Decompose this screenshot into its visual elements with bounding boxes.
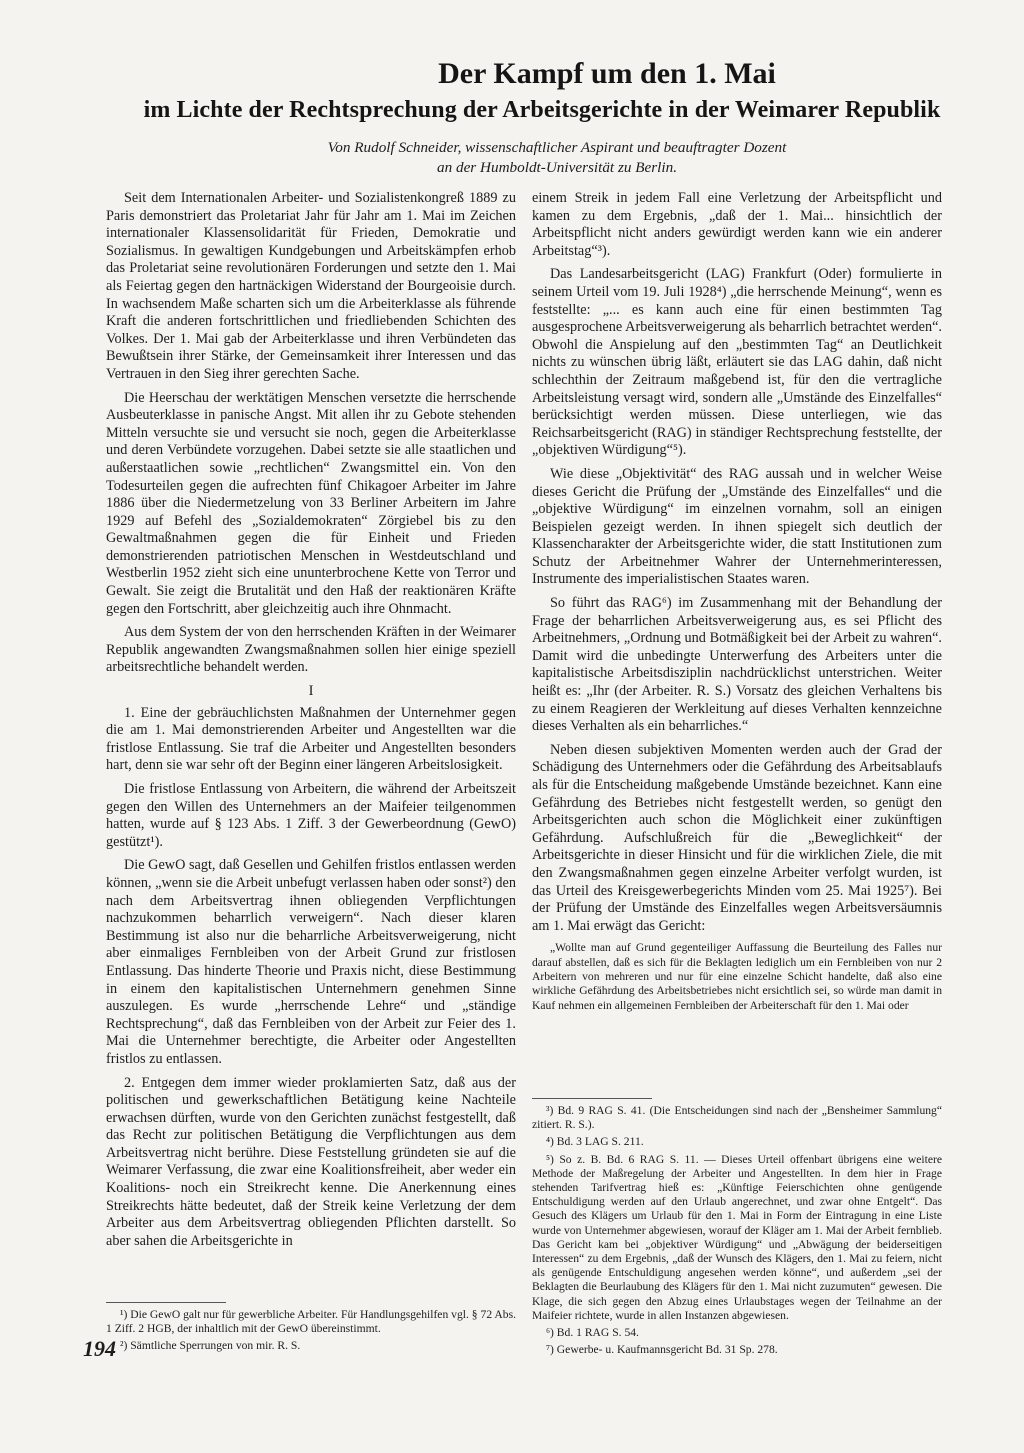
paragraph: Wie diese „Objektivität“ des RAG aussah und in welcher Weise dieses Gericht die Prüfung der „Umstände des Einzelfalles“ und die „objektive Würdigung“ im einzelnen vornahm, soll an einigen Beispielen gezeigt werden. In ihnen spiegelt sich deutlich der Klassencharakter der Arbeitsgerichte wider, die statt Institutionen zum Schutz der Arbeitnehmer Wahrer der Unternehmerinteressen, Instrumente des imperialistischen Staates waren. <box>532 465 942 588</box>
paragraph: So führt das RAG⁶) im Zusammenhang mit der Behandlung der Frage der beharrlichen Arbeitsverweigerung aus, es sei Pflicht des Arbeitnehmers, „Ordnung und Botmäßigkeit bei der Arbeit zu wahren“. Damit wird die unbedingte Unterwerfung des Arbeiters unter die kapitalistische Arbeitsdisziplin nachdrücklichst unterstrichen. Weiter heißt es: „Ihr (der Arbeiter. R. S.) Vorsatz des gleichen Verhaltens bis zu einem Reagieren der Werkleitung auf dieses Verhalten kennzeichne dieses Verhalten als ein beharrliches.“ <box>532 595 942 735</box>
block-quote: „Wollte man auf Grund gegenteiliger Auffassung die Beurteilung des Falles nur darauf abstellen, daß es sich für die Beklagten lediglich um ein Fernbleiben von nur 2 Arbeitern von mehreren und nur für eine einzelne Schicht handelte, daß also eine wirkliche Gefährdung des Arbeitsbetriebes nicht ersichtlich sei, so würde man damit in Kauf nehmen ein allgemeinen Fernbleiben der Arbeiterschaft für den 1. Mai oder <box>532 941 942 1012</box>
footnote: ⁷) Gewerbe- u. Kaufmannsgericht Bd. 31 Sp. 278. <box>546 1343 778 1357</box>
paragraph: 1. Eine der gebräuchlichsten Maßnahmen der Unternehmer gegen die am 1. Mai demonstrierenden Arbeiter und Angestellten war die fristlose Entlassung. Sie traf die Arbeiter und Angestellten besonders hart, denn sie war sehr oft der Beginn einer längeren Arbeitslosigkeit. <box>106 704 516 774</box>
left-column <box>106 190 516 1256</box>
paragraph: Das Landesarbeitsgericht (LAG) Frankfurt (Oder) formulierte in seinem Urteil vom 19. Juli 1928⁴) „die herrschende Meinung“, wenn es feststellte: „... es kann auch eine für einen bestimmten Tag ausgesprochene Arbeitsverweigerung als beharrlich betrachtet werden“. Obwohl die Anspielung auf den „bestimmten Tag“ an Deutlichkeit nichts zu wünschen übrig läßt, erläutert sie das LAG dahin, daß nicht schlechthin der Zeitraum maßgebend ist, für den die vertragliche Arbeitsleistung versagt wird, sondern alle „Umstände des Einzelfalles“ berücksichtigt werden müssen. Diese unterliegen, wie das Reichsarbeitsgericht (RAG) in ständiger Rechtsprechung feststellte, der „objektiven Würdigung“⁵). <box>532 266 942 459</box>
paragraph: Die fristlose Entlassung von Arbeitern, die während der Arbeitszeit gegen den Willen des Unternehmers an der Maifeier teilgenommen hatten, wurde auf § 123 Abs. 1 Ziff. 3 der Gewerbeordnung (GewO) gestützt¹). <box>106 781 516 850</box>
right-column <box>532 190 942 1019</box>
footnotes-right <box>532 1104 942 1360</box>
footnote-rule <box>532 1098 652 1099</box>
paragraph: Die Heerschau der werktätigen Menschen versetzte die herrschende Ausbeuterklasse in panische Angst. Mit allen ihr zu Gebote stehenden Mitteln versuchte sie und versucht sie noch, gegen die Arbeiterklasse und deren Verbündete vorzugehen. Dabei setzte sie alle staatlichen und außerstaatlichen sowie „rechtlichen“ Zwangsmittel ein. Von den Todesurteilen gegen die aufrechten fünf Chikagoer Arbeiter im Jahre 1886 über die Niedermetzelung von 33 Berliner Arbeitern im Jahre 1929 auf Befehl des „Sozialdemokraten“ Zörgiebel bis zu den Gewaltmaßnahmen gegen die für Einheit und Frieden demonstrierenden patriotischen Menschen in Westdeutschland und Westberlin 1952 zieht sich eine ununterbrochene Kette von Terror und Gewalt. Sie zeigt die Brutalität und den Haß der reaktionären Kräfte gegen den Fortschritt, aber gleichzeitig auch ihre Ohnmacht. <box>106 389 516 617</box>
footnote: ⁵) So z. B. Bd. 6 RAG S. 11. — Dieses Urteil offenbart übrigens eine weitere Methode der Maßregelung der Arbeiter und Angestellten. In dem hier in Frage stehenden Tarifvertrag hieß es: „Künftige Feierschichten ohne genügende Entschuldigung werden auf den Urlaub angerechnet, und zwar ohne Entgelt“. Das Gesuch des Klägers um Urlaub für den 1. Mai in Form der Eintragung in eine Liste wurde von Unternehmer abgewiesen, worauf der Kläger am 1. Mai der Arbeit fernblieb. Das Gericht kam bei „objektiver Würdigung“ und „Abwägung der beiderseitigen Interessen“ zu dem Ergebnis, „daß der Wunsch des Klägers, den 1. Mai zu feiern, nicht als genügende Entschuldigung angesehen werden könne“, und außerdem „sei der Beklagten die Beurlaubung des Klägers für den 1. Mai nicht zuzumuten“ gewesen. Die Klage, die sich gegen den Abzug eines Urlaubstages wegen der Teilnahme an der Maifeier richtete, wurde in allen Instanzen abgewiesen. <box>532 1152 942 1322</box>
author-byline: Von Rudolf Schneider, wissenschaftlicher Aspirant und beauftragter Dozent <box>327 139 787 156</box>
paragraph: Seit dem Internationalen Arbeiter- und Sozialistenkongreß 1889 zu Paris demonstriert das Proletariat Jahr für Jahr am 1. Mai im Zeichen internationaler Klassensolidarität für Frieden, Demokratie und Sozialismus. In gewaltigen Kundgebungen und Arbeitskämpfen erhob das Proletariat seine revolutionären Forderungen und setzte den 1. Mai als Feiertag gegen den hartnäckigen Widerstand der Bourgeoisie durch. In wachsendem Maße scharten sich um die Arbeiterklasse als führende Kraft die anderen fortschrittlichen und friedliebenden Schichten des Volkes. Der 1. Mai gab der Arbeiterklasse und ihren Verbündeten das Bewußtsein ihrer Stärke, der Gemeinsamkeit ihrer Interessen und das Vertrauen in den Sieg ihrer gerechten Sache. <box>106 190 516 382</box>
paragraph: einem Streik in jedem Fall eine Verletzung der Arbeitspflicht und kamen zu dem Ergebnis, „daß der 1. Mai... hinsichtlich der Arbeitspflicht nicht anders gewürdigt werden kann wie ein anderer Arbeitstag“³). <box>532 190 942 259</box>
page-number: 194 <box>83 1336 116 1361</box>
paragraph: Neben diesen subjektiven Momenten werden auch der Grad der Schädigung des Unternehmers oder die Gefährdung des Arbeitsablaufs als für die Entscheidung maßgebende Umstände bezeichnet. Kann eine Gefährdung des Betriebes nicht festgestellt werden, so genügt den Arbeitsgerichten auch schon die Möglichkeit einer zukünftigen Gefährdung. Aufschlußreich für die „Beweglichkeit“ der Arbeitsgerichte in dieser Hinsicht und für die wirklichen Ziele, die mit den Zwangsmaßnahmen gegen einzelne Arbeiter verfolgt wurden, ist das Urteil des Kreisgewerbegerichts Minden vom 25. Mai 1925⁷). Bei der Prüfung der Umstände des Einzelfalles wegen Arbeitsversäumnis am 1. Mai erwägt das Gericht: <box>532 741 942 934</box>
paragraph: Die GewO sagt, daß Gesellen und Gehilfen fristlos entlassen werden können, „wenn sie die Arbeit unbefugt verlassen haben oder sonst²) den nach dem Arbeitsvertrag ihnen obliegenden Verpflichtungen nachzukommen beharrlich verweigern“. Nach dieser klaren Bestimmung ist also nur die beharrliche Arbeitsverweigerung, nicht aber einmaliges Fernbleiben von der Arbeit Grund zur fristlosen Entlassung. Das hinderte Theorie und Praxis nicht, diese Bestimmung in einem den kapitalistischen Unternehmern genehmen Sinne auszulegen. Es wurde „herrschende Lehre“ und „ständige Rechtsprechung“, daß das Fernbleiben von der Arbeit zur Feier des 1. Mai die Unternehmer berechtigte, die Arbeiter oder Angestellten fristlos zu entlassen. <box>106 857 516 1067</box>
footnote: ³) Bd. 9 RAG S. 41. (Die Entscheidungen sind nach der „Bensheimer Sammlung“ zitiert. R. S.). <box>532 1104 942 1132</box>
author-affiliation: an der Humboldt-Universität zu Berlin. <box>436 159 678 176</box>
section-heading: I <box>308 683 314 700</box>
footnote: ¹) Die GewO galt nur für gewerbliche Arbeiter. Für Handlungsgehilfen vgl. § 72 Abs. 1 Ziff. 2 HGB, der inhaltlich mit der GewO übereinstimmt. <box>106 1308 516 1336</box>
paragraph: 2. Entgegen dem immer wieder proklamierten Satz, daß aus der politischen und gewerkschaftlichen Betätigung keine Nachteile erwachsen dürften, wurde von den Gerichten zunächst festgestellt, daß das Recht zur politischen Betätigung die Verpflichtungen aus dem Arbeitsvertrag nicht berühre. Diese Feststellung gründeten sie auf die Weimarer Verfassung, die zwar eine Koalitionsfreiheit, aber weder ein Koalitions- noch ein Streikrecht kenne. Die Anerkennung eines Streikrechts hätte bedeutet, daß der Streik keine Verletzung der dem Arbeiter aus dem Arbeitsvertrag obliegenden Pflichten darstellt. So aber sahen die Arbeitsgerichte in <box>106 1074 516 1249</box>
paragraph: Aus dem System der von den herrschenden Kräften in der Weimarer Republik angewandten Zwangsmaßnahmen sollen hier einige speziell arbeitsrechtliche behandelt werden. <box>106 624 516 676</box>
footnote: ⁶) Bd. 1 RAG S. 54. <box>546 1326 639 1340</box>
footnote-rule <box>106 1302 226 1303</box>
article-title: Der Kampf um den 1. Mai <box>438 57 776 90</box>
footnote: ⁴) Bd. 3 LAG S. 211. <box>546 1135 644 1149</box>
article-subtitle: im Lichte der Rechtsprechung der Arbeitsgerichte in der Weimarer Republik <box>143 97 941 123</box>
footnotes-left <box>106 1308 516 1357</box>
footnote: ²) Sämtliche Sperrungen von mir. R. S. <box>120 1339 301 1353</box>
